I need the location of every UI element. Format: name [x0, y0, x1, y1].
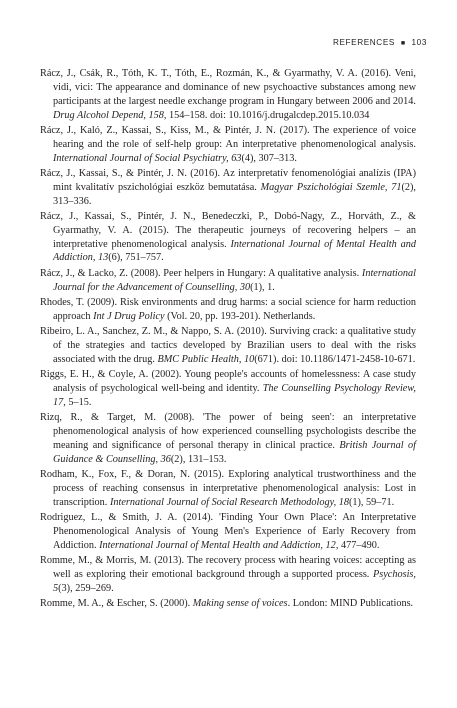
reference-body: Riggs, E. H., & Coyle, A. (2002). Young people's accounts of homelessness: A case study analysis of psychological well-being and identity.	[40, 369, 416, 395]
reference-entry	[40, 554, 416, 596]
reference-source: International Journal for the Advancement of Counselling, 30	[53, 267, 416, 293]
reference-details: , 477–490.	[335, 539, 380, 551]
reference-details: (Vol. 20, pp. 193-201). Netherlands.	[164, 310, 316, 322]
page-number: 103	[411, 38, 427, 47]
running-head-separator: ■	[400, 40, 406, 47]
reference-body: Rácz, J., Kaló, Z., Kassai, S., Kiss, M., & Pintér, J. N. (2017). The experience of voice hearing and the role of self-help group: An interpretative phenomenological analysis.	[40, 124, 416, 150]
reference-body: Rácz, J., Kassai, S., & Pintér, J. N. (2016). Az interpretatív fenomenológiai analízis (IPA) mint kvalitatív pszichológiai eszköz bemutatása.	[40, 167, 416, 193]
reference-body: Rácz, J., & Lacko, Z. (2008). Peer helpers in Hungary: A qualitative analysis.	[40, 267, 362, 279]
reference-body: Rizq, R., & Target, M. (2008). 'The power of being seen': an interpretative phenomenological analysis of how experienced counselling psychologists describe the meaning and significance of personal therapy in clinical practice.	[40, 412, 416, 451]
reference-details: , 5–15.	[63, 396, 92, 408]
reference-details: , 154–158. doi: 10.1016/j.drugalcdep.2015.10.034	[163, 109, 370, 121]
running-head	[333, 38, 427, 47]
reference-entry	[40, 468, 416, 510]
reference-source: BMC Public Health, 10	[157, 353, 255, 365]
reference-entry	[40, 325, 416, 367]
reference-source: International Journal of Mental Health and Addiction, 13	[53, 238, 417, 264]
reference-details: (2), 313–336.	[53, 181, 416, 207]
reference-entry	[40, 411, 416, 466]
reference-source: International Journal of Social Psychiatry, 63	[53, 152, 242, 164]
reference-entry	[40, 368, 416, 410]
reference-entry	[40, 124, 416, 166]
reference-details: (6), 751–757.	[108, 252, 164, 264]
reference-source: Int J Drug Policy	[93, 310, 165, 322]
reference-details: . London: MIND Publications.	[287, 598, 414, 610]
reference-body: Rhodes, T. (2009). Risk environments and drug harms: a social science for harm reduction approach	[40, 297, 416, 322]
reference-body: Rodham, K., Fox, F., & Doran, N. (2015). Exploring analytical trustworthiness and the process of reaching consensus in interpretative phenomenological analysis: Lost in transcription.	[40, 469, 416, 508]
reference-entry	[40, 597, 416, 611]
reference-body: Romme, M., & Morris, M. (2013). The recovery process with hearing voices: accepting as well as exploring their emotional background through a supported process.	[40, 555, 416, 581]
reference-source: International Journal of Social Research Methodology, 18	[109, 496, 349, 508]
reference-source: International Journal of Mental Health and Addiction, 12	[99, 539, 336, 551]
reference-details: (3), 259–269.	[58, 582, 114, 594]
reference-list	[40, 67, 416, 613]
reference-entry	[40, 167, 416, 209]
reference-source: The Counselling Psychology Review, 17	[53, 383, 416, 408]
reference-details: (671). doi: 10.1186/1471-2458-10-671.	[254, 353, 416, 365]
reference-body: Rácz, J., Csák, R., Tóth, K. T., Tóth, E., Rozmán, K., & Gyarmathy, V. A. (2016). Veni, vidi, vici: The appearance and dominance of new psychoactive substances among new participants at the largest needle exchange program in Hungary between 2006 and 2014.	[40, 68, 416, 107]
reference-entry	[40, 67, 416, 122]
reference-details: (1), 59–71.	[348, 496, 395, 508]
running-head-section: REFERENCES	[332, 38, 395, 47]
reference-entry	[40, 267, 416, 295]
reference-body: Rácz, J., Kassai, S., Pintér, J. N., Benedeczki, P., Dobó-Nagy, Z., Horváth, Z., & Gyarmathy, V. A. (2015). The therapeutic journeys of recovering helpers – an interpretative phenomenological analysis.	[40, 210, 416, 250]
reference-source: Making sense of voices	[192, 598, 288, 610]
reference-entry	[40, 511, 416, 553]
reference-details: (1), 1.	[250, 281, 275, 293]
reference-entry	[40, 210, 416, 265]
reference-source: Psychosis, 5	[53, 569, 416, 594]
reference-details: (2), 131–153.	[170, 453, 227, 465]
reference-source: British Journal of Guidance & Counselling, 36	[53, 439, 416, 465]
reference-entry	[40, 296, 416, 324]
reference-details: (4), 307–313.	[241, 152, 297, 164]
reference-body: Romme, M. A., & Escher, S. (2000).	[40, 598, 193, 610]
reference-body: Rodriguez, L., & Smith, J. A. (2014). 'Finding Your Own Place': An Interpretative Phenomenological Analysis of Young Men's Experience of Early Recovery from Addiction.	[40, 512, 416, 551]
reference-body: Ribeiro, L. A., Sanchez, Z. M., & Nappo, S. A. (2010). Surviving crack: a qualitative study of the strategies and tactics developed by Brazilian users to deal with the risks associated with the drug.	[40, 326, 416, 365]
reference-source: Magyar Pszichológiai Szemle, 71	[260, 181, 402, 193]
reference-source: Drug Alcohol Depend, 158	[53, 109, 164, 121]
